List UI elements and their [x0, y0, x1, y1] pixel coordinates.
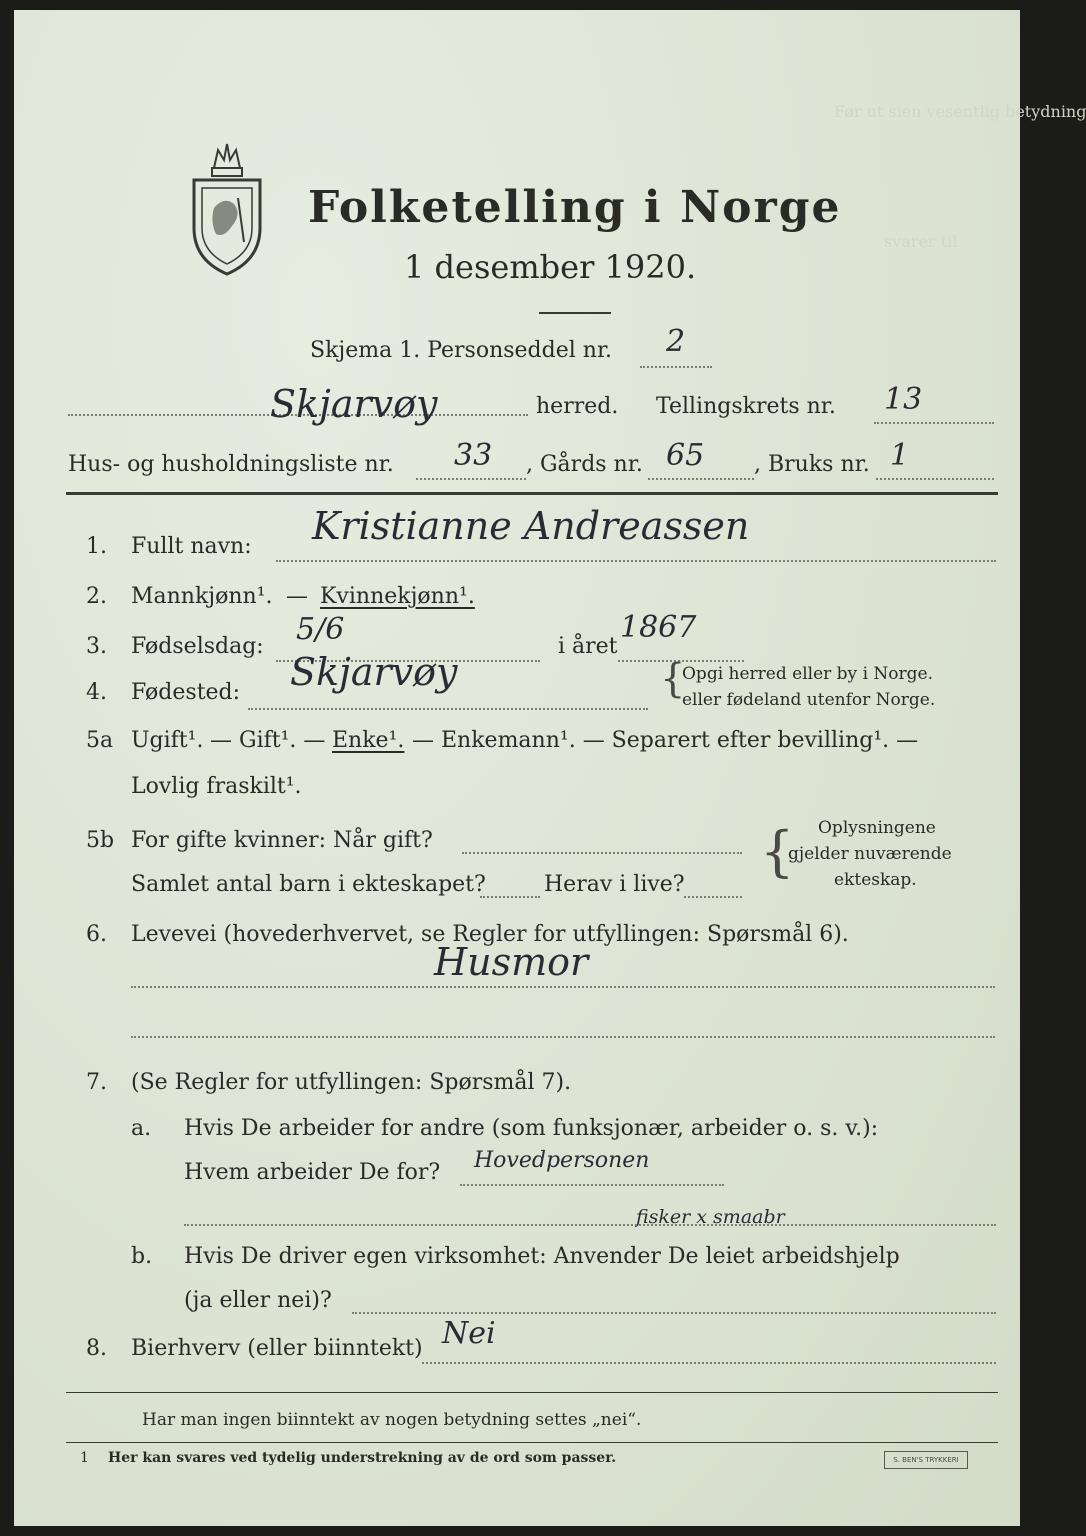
full-name-label: Fullt navn: [131, 534, 252, 559]
children-alive-dots [684, 896, 742, 898]
full-name-dots [276, 560, 996, 562]
occupation-dots-1 [131, 986, 995, 988]
status-unmarried: Ugift¹. [131, 728, 204, 753]
field-2-number: 2. [86, 584, 107, 609]
marriage-note-brace: { [760, 820, 795, 883]
header-rule [66, 492, 998, 495]
footnote-number: 1 [80, 1450, 89, 1466]
occupation-value: Husmor [434, 940, 589, 984]
children-count-label: Samlet antal barn i ekteskapet? [131, 872, 486, 897]
married-when-dots [462, 852, 742, 854]
occupation-dots-2 [131, 1036, 995, 1038]
status-other-options: — Enkemann¹. — Separert efter bevilling¹. — [412, 728, 919, 753]
children-alive-label: Herav i live? [544, 872, 685, 897]
marriage-note-1: Oplysningene [818, 818, 936, 838]
schema-label: Skjema 1. Personseddel nr. [310, 338, 613, 363]
marriage-note-3: ekteskap. [834, 870, 917, 890]
field-1-number: 1. [86, 534, 107, 559]
husliste-label: Hus- og husholdningsliste nr. [68, 452, 394, 477]
birthplace-note-2: eller fødeland utenfor Norge. [682, 690, 936, 710]
husliste-value: 33 [454, 438, 493, 473]
birthplace-brace: { [660, 656, 686, 702]
husliste-dots [416, 478, 526, 480]
gards-value: 65 [666, 438, 705, 473]
status-married: — Gift¹. — [210, 728, 326, 753]
sex-female-option: Kvinnekjønn¹. [320, 584, 475, 609]
tellingskrets-value: 13 [884, 382, 923, 417]
birthplace-value: Skjarvøy [290, 650, 458, 694]
side-income-note: Har man ingen biinntekt av nogen betydning settes „nei“. [142, 1410, 642, 1430]
schema-value: 2 [666, 324, 686, 359]
field-7b-number: b. [131, 1244, 153, 1269]
footer-rule [66, 1392, 998, 1393]
schema-dots [640, 366, 712, 368]
employer-dots [460, 1184, 724, 1186]
bruks-value: 1 [890, 438, 910, 473]
tellingskrets-dots [874, 422, 994, 424]
footnote-rule [66, 1442, 998, 1443]
field-7b-label: Hvis De driver egen virksomhet: Anvender De leiet arbeidshjelp [184, 1244, 900, 1269]
bruks-label: , Bruks nr. [754, 452, 870, 477]
occupation-label: Levevei (hovederhvervet, se Regler for utfyllingen: Spørsmål 6). [131, 922, 849, 947]
employer-value: Hovedpersonen [474, 1148, 650, 1173]
field-7-label: (Se Regler for utfyllingen: Spørsmål 7). [131, 1070, 572, 1095]
gards-label: , Gårds nr. [526, 452, 643, 477]
children-count-dots [480, 896, 540, 898]
census-form-page: Før ut sien vesentlig betydning svarer til Folketelling i Norge 1 desember 1920. Skjema 1. Personseddel nr. 2 Skjarvøy herred. Tellingskrets nr. 13 Hus- og husholdningsliste nr. 33 , Gårds nr. 65 , Bruks nr. 1 1. Fullt navn: Kristianne Andreassen 2. Mannkjønn¹. — Kvinnekjønn¹. 3. Fødselsdag: 5/6 i året 1867 4. Fødested: Skjarvøy { Opgi herred eller by i Norge. eller fødeland utenfor Norge. 5a Ugift¹. — Gift¹. — Enke¹. — Enkemann¹. — Separert efter bevilling¹. — Lovlig fraskilt¹. 5b For gifte kvinner: Når gift? Samlet antal barn i ekteskapet? Herav i live? { Oplysningene gjelder nuværende ekteskap. 6. Levevei (hovederhvervet, se Regler for utfyllingen: Spørsmål 6). Husmor 7. (Se Regler for utfyllingen: Spørsmål 7). a. Hvis De arbeider for andre (som funksjonær, arbeider o. s. v.): Hvem arbeider De for? Hovedpersonen fisker x smaabr b. Hvis De driver egen virksomhet: Anvender De leiet arbeidshjelp (ja eller nei)? 8. Bierhverv (eller biinntekt) Nei Har man ingen biinntekt av nogen betydning settes „nei“. 1 Her kan svares ved tydelig understrekning av de ord som passer. S. BEN'S TRYKKERI [14, 10, 1020, 1526]
birthdate-label: Fødselsdag: [131, 634, 264, 659]
field-5b-number: 5b [86, 828, 115, 853]
marriage-note-2: gjelder nuværende [788, 844, 952, 864]
hired-help-dots [352, 1312, 996, 1314]
birthplace-note-1: Opgi herred eller by i Norge. [682, 664, 933, 684]
status-divorced: Lovlig fraskilt¹. [131, 774, 302, 799]
field-8-number: 8. [86, 1336, 107, 1361]
title-divider [539, 312, 611, 314]
bruks-dots [876, 478, 994, 480]
full-name-value: Kristianne Andreassen [312, 504, 750, 548]
birthplace-label: Fødested: [131, 680, 241, 705]
birthdate-value: 5/6 [296, 612, 345, 647]
hired-help-label: (ja eller nei)? [184, 1288, 332, 1313]
field-3-number: 3. [86, 634, 107, 659]
field-5a-number: 5a [86, 728, 114, 753]
side-income-label: Bierhverv (eller biinntekt) [131, 1336, 423, 1361]
margin-note: fisker x smaabr [636, 1206, 785, 1228]
side-income-value: Nei [442, 1316, 496, 1351]
side-income-dots [422, 1362, 996, 1364]
sex-male-option: Mannkjønn¹. [131, 584, 273, 609]
birth-year-value: 1867 [620, 610, 697, 645]
employer-label: Hvem arbeider De for? [184, 1160, 441, 1185]
tellingskrets-label: Tellingskrets nr. [656, 394, 836, 419]
gards-dots [648, 478, 754, 480]
form-date: 1 desember 1920. [404, 248, 697, 286]
field-7-number: 7. [86, 1070, 107, 1095]
herred-label: herred. [536, 394, 619, 419]
form-title: Folketelling i Norge [308, 182, 842, 233]
field-7a-label: Hvis De arbeider for andre (som funksjonær, arbeider o. s. v.): [184, 1116, 879, 1141]
status-widow: Enke¹. [332, 728, 405, 753]
field-6-number: 6. [86, 922, 107, 947]
printer-stamp: S. BEN'S TRYKKERI [884, 1451, 968, 1469]
footnote-text: Her kan svares ved tydelig understrekning av de ord som passer. [108, 1450, 617, 1466]
birthplace-dots [248, 708, 648, 710]
field-4-number: 4. [86, 680, 107, 705]
field-7a-number: a. [131, 1116, 152, 1141]
birth-year-label: i året [558, 634, 618, 659]
herred-value: Skjarvøy [270, 382, 438, 426]
married-when-label: For gifte kvinner: Når gift? [131, 828, 433, 853]
employer-dots-2 [184, 1224, 996, 1226]
coat-of-arms-icon [184, 138, 270, 278]
sex-separator: — [286, 584, 308, 609]
